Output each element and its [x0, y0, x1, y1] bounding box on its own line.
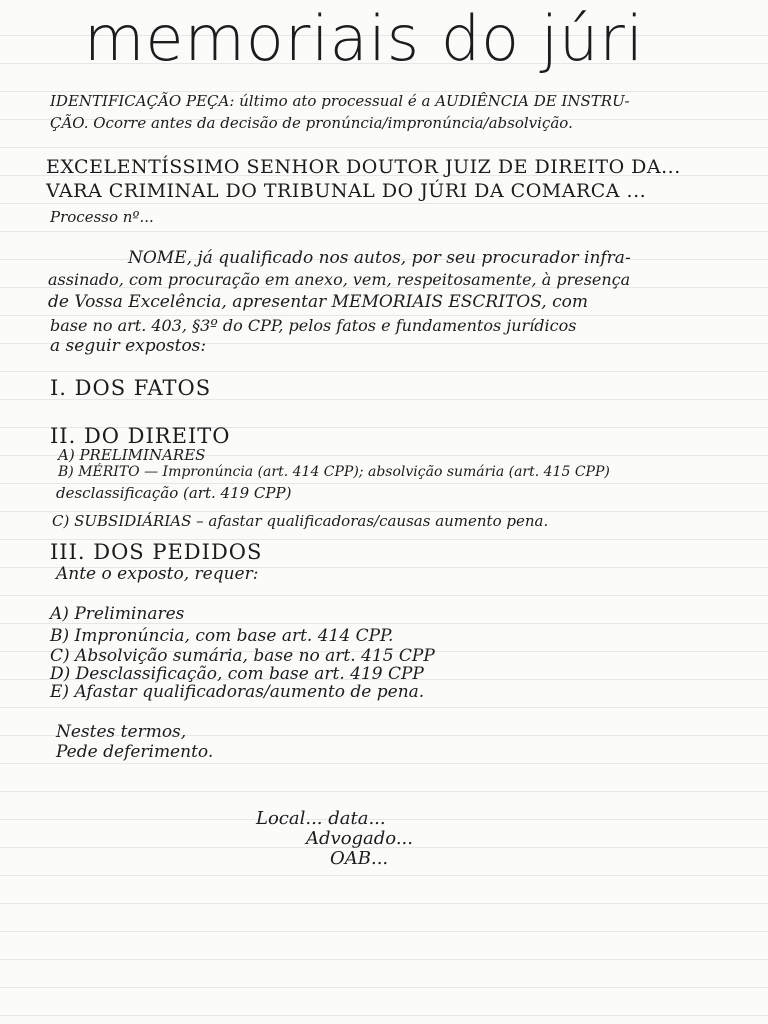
pedido-item-b: B) Impronúncia, com base art. 414 CPP. — [50, 626, 394, 646]
preambulo-line-5: a seguir expostos: — [50, 336, 207, 356]
page-title: memoriais do júri — [84, 2, 645, 75]
pedidos-intro: Ante o exposto, requer: — [56, 564, 259, 584]
signature-oab: OAB... — [330, 848, 389, 869]
direito-item-merito: B) MÉRITO — Impronúncia (art. 414 CPP); absolvição sumária (art. 415 CPP) — [58, 464, 610, 480]
processo-number: Processo nº... — [50, 208, 154, 226]
direito-item-preliminares: A) PRELIMINARES — [58, 446, 206, 464]
section-dos-pedidos: III. DOS PEDIDOS — [50, 540, 263, 564]
preambulo-line-3: de Vossa Excelência, apresentar MEMORIAIS ESCRITOS, com — [48, 292, 588, 312]
enderecamento-line-1: EXCELENTÍSSIMO SENHOR DOUTOR JUIZ DE DIREITO DA... — [46, 156, 681, 178]
identificacao-line-2: ÇÃO. Ocorre antes da decisão de pronúncia/impronúncia/absolvição. — [50, 114, 573, 132]
fecho-line-1: Nestes termos, — [56, 722, 187, 742]
direito-item-desclassificacao: desclassificação (art. 419 CPP) — [56, 484, 292, 502]
identificacao-line-1: IDENTIFICAÇÃO PEÇA: último ato processual é a AUDIÊNCIA DE INSTRU- — [50, 92, 630, 110]
direito-item-subsidiarias: C) SUBSIDIÁRIAS – afastar qualificadoras/causas aumento pena. — [52, 512, 549, 530]
section-do-direito: II. DO DIREITO — [50, 424, 231, 448]
pedido-item-a: A) Preliminares — [50, 604, 185, 624]
pedido-item-e: E) Afastar qualificadoras/aumento de pena. — [50, 682, 425, 702]
pedido-item-d: D) Desclassificação, com base art. 419 CPP — [50, 664, 424, 684]
preambulo-line-4: base no art. 403, §3º do CPP, pelos fatos e fundamentos jurídicos — [50, 316, 577, 335]
pedido-item-c: C) Absolvição sumária, base no art. 415 CPP — [50, 646, 435, 666]
section-dos-fatos: I. DOS FATOS — [50, 376, 212, 400]
fecho-line-2: Pede deferimento. — [56, 742, 214, 762]
preambulo-line-1: NOME, já qualificado nos autos, por seu procurador infra- — [128, 248, 631, 268]
preambulo-line-2: assinado, com procuração em anexo, vem, respeitosamente, à presença — [48, 270, 631, 289]
signature-advogado: Advogado... — [306, 828, 413, 849]
signature-local-data: Local... data... — [256, 808, 386, 829]
enderecamento-line-2: VARA CRIMINAL DO TRIBUNAL DO JÚRI DA COMARCA ... — [46, 180, 647, 202]
